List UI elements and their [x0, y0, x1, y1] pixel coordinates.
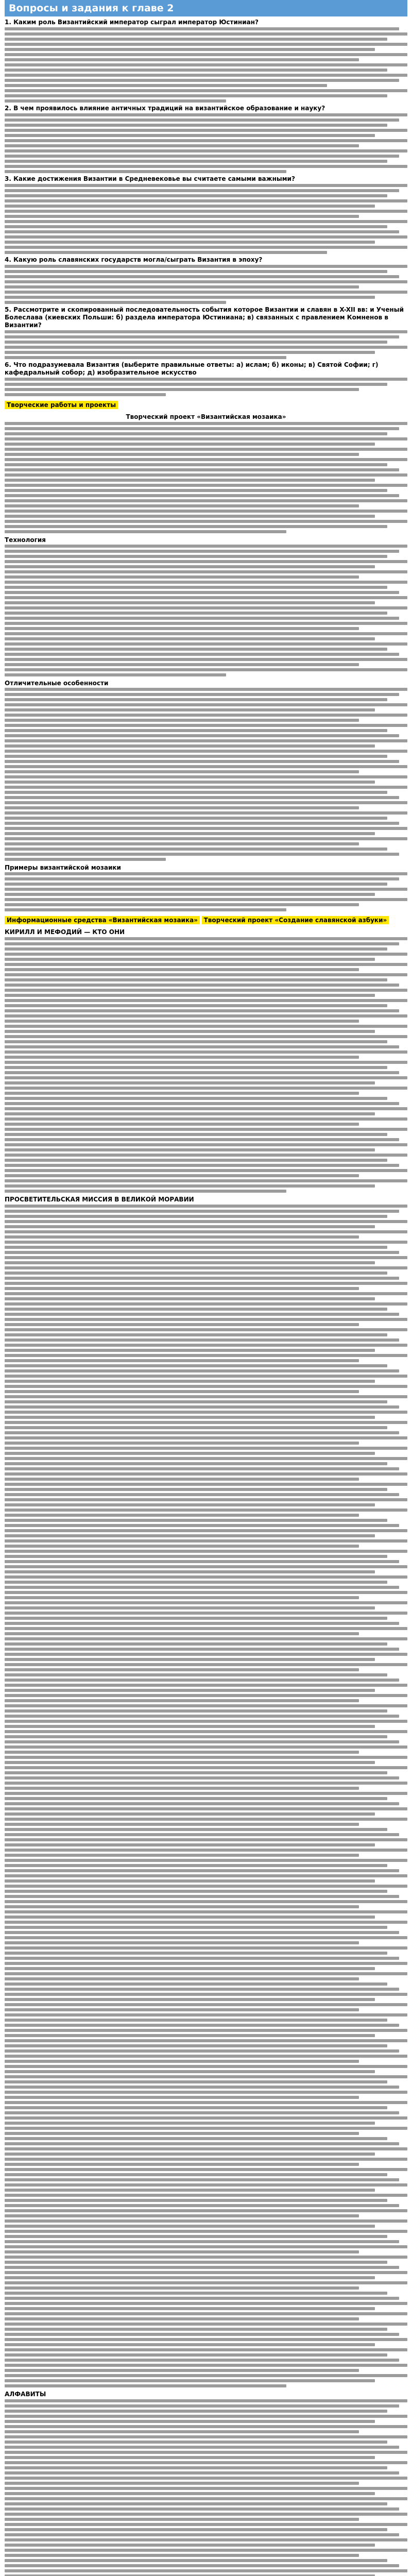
- project-title: Творческий проект «Византийская мозаика»: [126, 413, 286, 420]
- section-text: [5, 1205, 407, 2387]
- section-text: [5, 545, 407, 676]
- answer-text: [5, 27, 407, 103]
- subheading: ПРОСВЕТИТЕЛЬСКАЯ МИССИЯ В ВЕЛИКОЙ МОРАВИИ: [5, 1196, 194, 1203]
- answer-text: [5, 113, 407, 173]
- answer-text: [5, 330, 407, 359]
- subheading: Технология: [5, 536, 46, 544]
- projects-label: Творческие работы и проекты: [5, 401, 118, 409]
- project-text: [5, 422, 407, 533]
- subheading: Отличительные особенности: [5, 680, 109, 687]
- page-title: Вопросы и задания к главе 2: [5, 0, 407, 16]
- question-heading: 3. Какие достижения Византии в Средневековье вы считаете самыми важными?: [5, 175, 295, 182]
- project-label: Творческий проект «Создание славянской азбуки»: [202, 916, 389, 924]
- question-heading: 1. Каким роль Византийский император сыграл император Юстиниан?: [5, 19, 259, 26]
- info-label: Информационные средства «Византийская мозаика»: [5, 916, 200, 924]
- subheading: Примеры византийской мозаики: [5, 864, 121, 871]
- section-text: [5, 688, 407, 861]
- question-heading: 5. Рассмотрите и скопированный последовательность события которое Византии и славян в X-XII вв: и Ученый Болеслава (киевских Польши: б) раздела императора Юстиниана; в) связанных с правлением Комненов в Византии?: [5, 306, 404, 329]
- question-heading: 6. Что подразумевала Византия (выберите правильные ответы: а) ислам; б) иконы; в) Святой Софии; г) кафедральный собор; д) изобразительное искусство: [5, 361, 379, 376]
- subheading: АЛФАВИТЫ: [5, 2391, 46, 2398]
- section-text: [5, 937, 407, 1193]
- question-heading: 4. Какую роль славянских государств могла/сыграть Византия в эпоху?: [5, 256, 263, 263]
- answer-text: [5, 184, 407, 254]
- answer-text: [5, 378, 407, 396]
- question-heading: 2. В чем проявилось влияние античных традиций на византийское образование и науку?: [5, 105, 325, 112]
- section-text: [5, 2399, 407, 2576]
- subheading: КИРИЛЛ И МЕФОДИЙ — КТО ОНИ: [5, 928, 125, 936]
- answer-text: [5, 265, 407, 304]
- section-text: [5, 872, 407, 911]
